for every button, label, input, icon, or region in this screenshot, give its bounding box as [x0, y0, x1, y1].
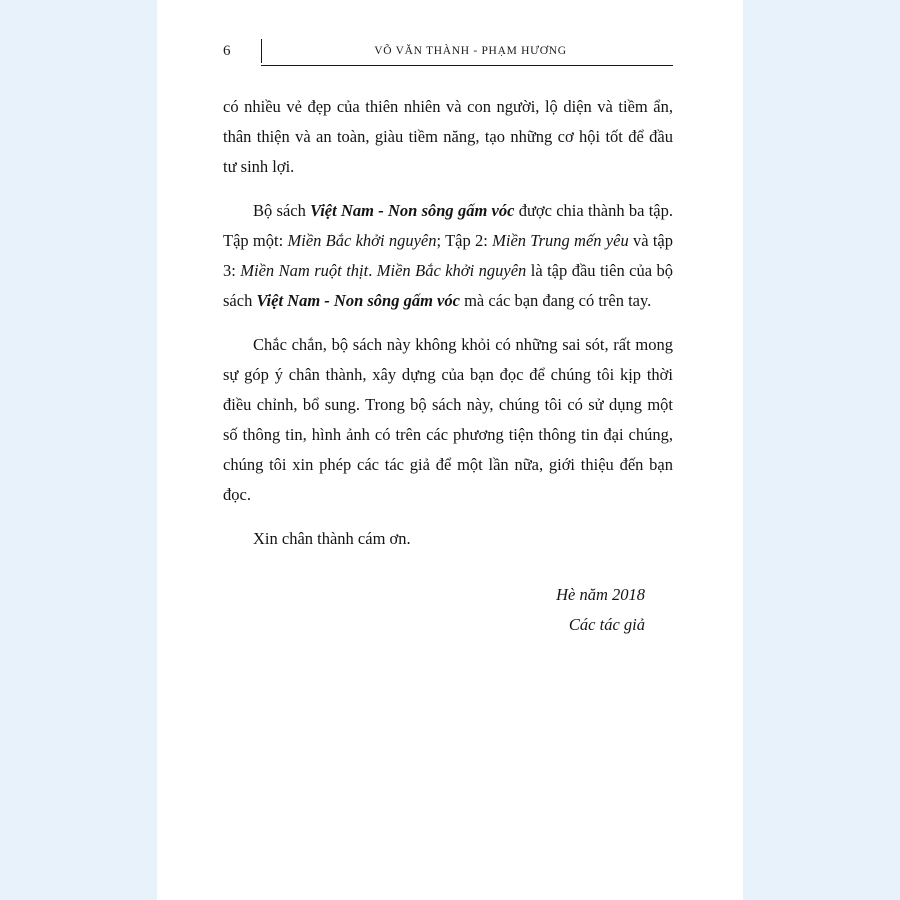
series-title-1: Việt Nam - Non sông gấm vóc [310, 201, 515, 220]
p2-part-a: Bộ sách [253, 201, 311, 220]
body-text [223, 92, 673, 554]
signoff-date: Hè năm 2018 [556, 585, 645, 604]
paragraph-3-text: Chắc chắn, bộ sách này không khỏi có những sai sót, rất mong sự góp ý chân thành, xây dựng của bạn đọc để chúng tôi kịp thời điều chỉnh, bổ sung. Trong bộ sách này, chúng tôi có sử dụng một số thông tin, hình ảnh có trên các phương tiện thông tin đại chúng, chúng tôi xin phép các tác giả để một lần nữa, giới thiệu đến bạn đọc. [223, 335, 673, 504]
paragraph-thanks [223, 524, 673, 554]
p2-part-d: và tập 3: [223, 231, 673, 280]
paragraph-4-text: Xin chân thành cám ơn. [253, 529, 411, 548]
p2-part-c: ; Tập 2: [436, 231, 493, 250]
paragraph-acknowledgement [223, 330, 673, 510]
header-author-names: VÕ VĂN THÀNH - PHẠM HƯƠNG [374, 45, 567, 57]
book-page [157, 0, 743, 900]
p2-part-e: . [368, 261, 377, 280]
p2-part-g: mà các bạn đang có trên tay. [459, 291, 652, 310]
series-title-2: Việt Nam - Non sông gấm vóc [256, 291, 460, 310]
volume-title-3: Miền Nam ruột thịt [240, 261, 369, 280]
paragraph-series-description [223, 196, 673, 316]
running-header [223, 36, 673, 66]
volume-title-1: Miền Bắc khởi nguyên [287, 231, 437, 250]
paragraph-1-text: có nhiều vẻ đẹp của thiên nhiên và con người, lộ diện và tiềm ẩn, thân thiện và an toàn, giàu tiềm năng, tạo những cơ hội tốt để đầu tư sinh lợi. [223, 97, 673, 176]
page-number: 6 [223, 42, 231, 59]
volume-title-4: Miền Bắc khởi nguyên [376, 261, 527, 280]
p2-part-b: được chia thành ba tập. Tập một: [223, 201, 673, 250]
page-content [223, 36, 673, 640]
signoff-block [223, 580, 673, 640]
p2-part-f: là tập đầu tiên của bộ sách [223, 261, 673, 310]
header-horizontal-rule [261, 65, 673, 66]
signoff-author: Các tác giả [568, 615, 645, 634]
volume-title-2: Miền Trung mến yêu [492, 231, 629, 250]
paragraph-continuation [223, 92, 673, 182]
